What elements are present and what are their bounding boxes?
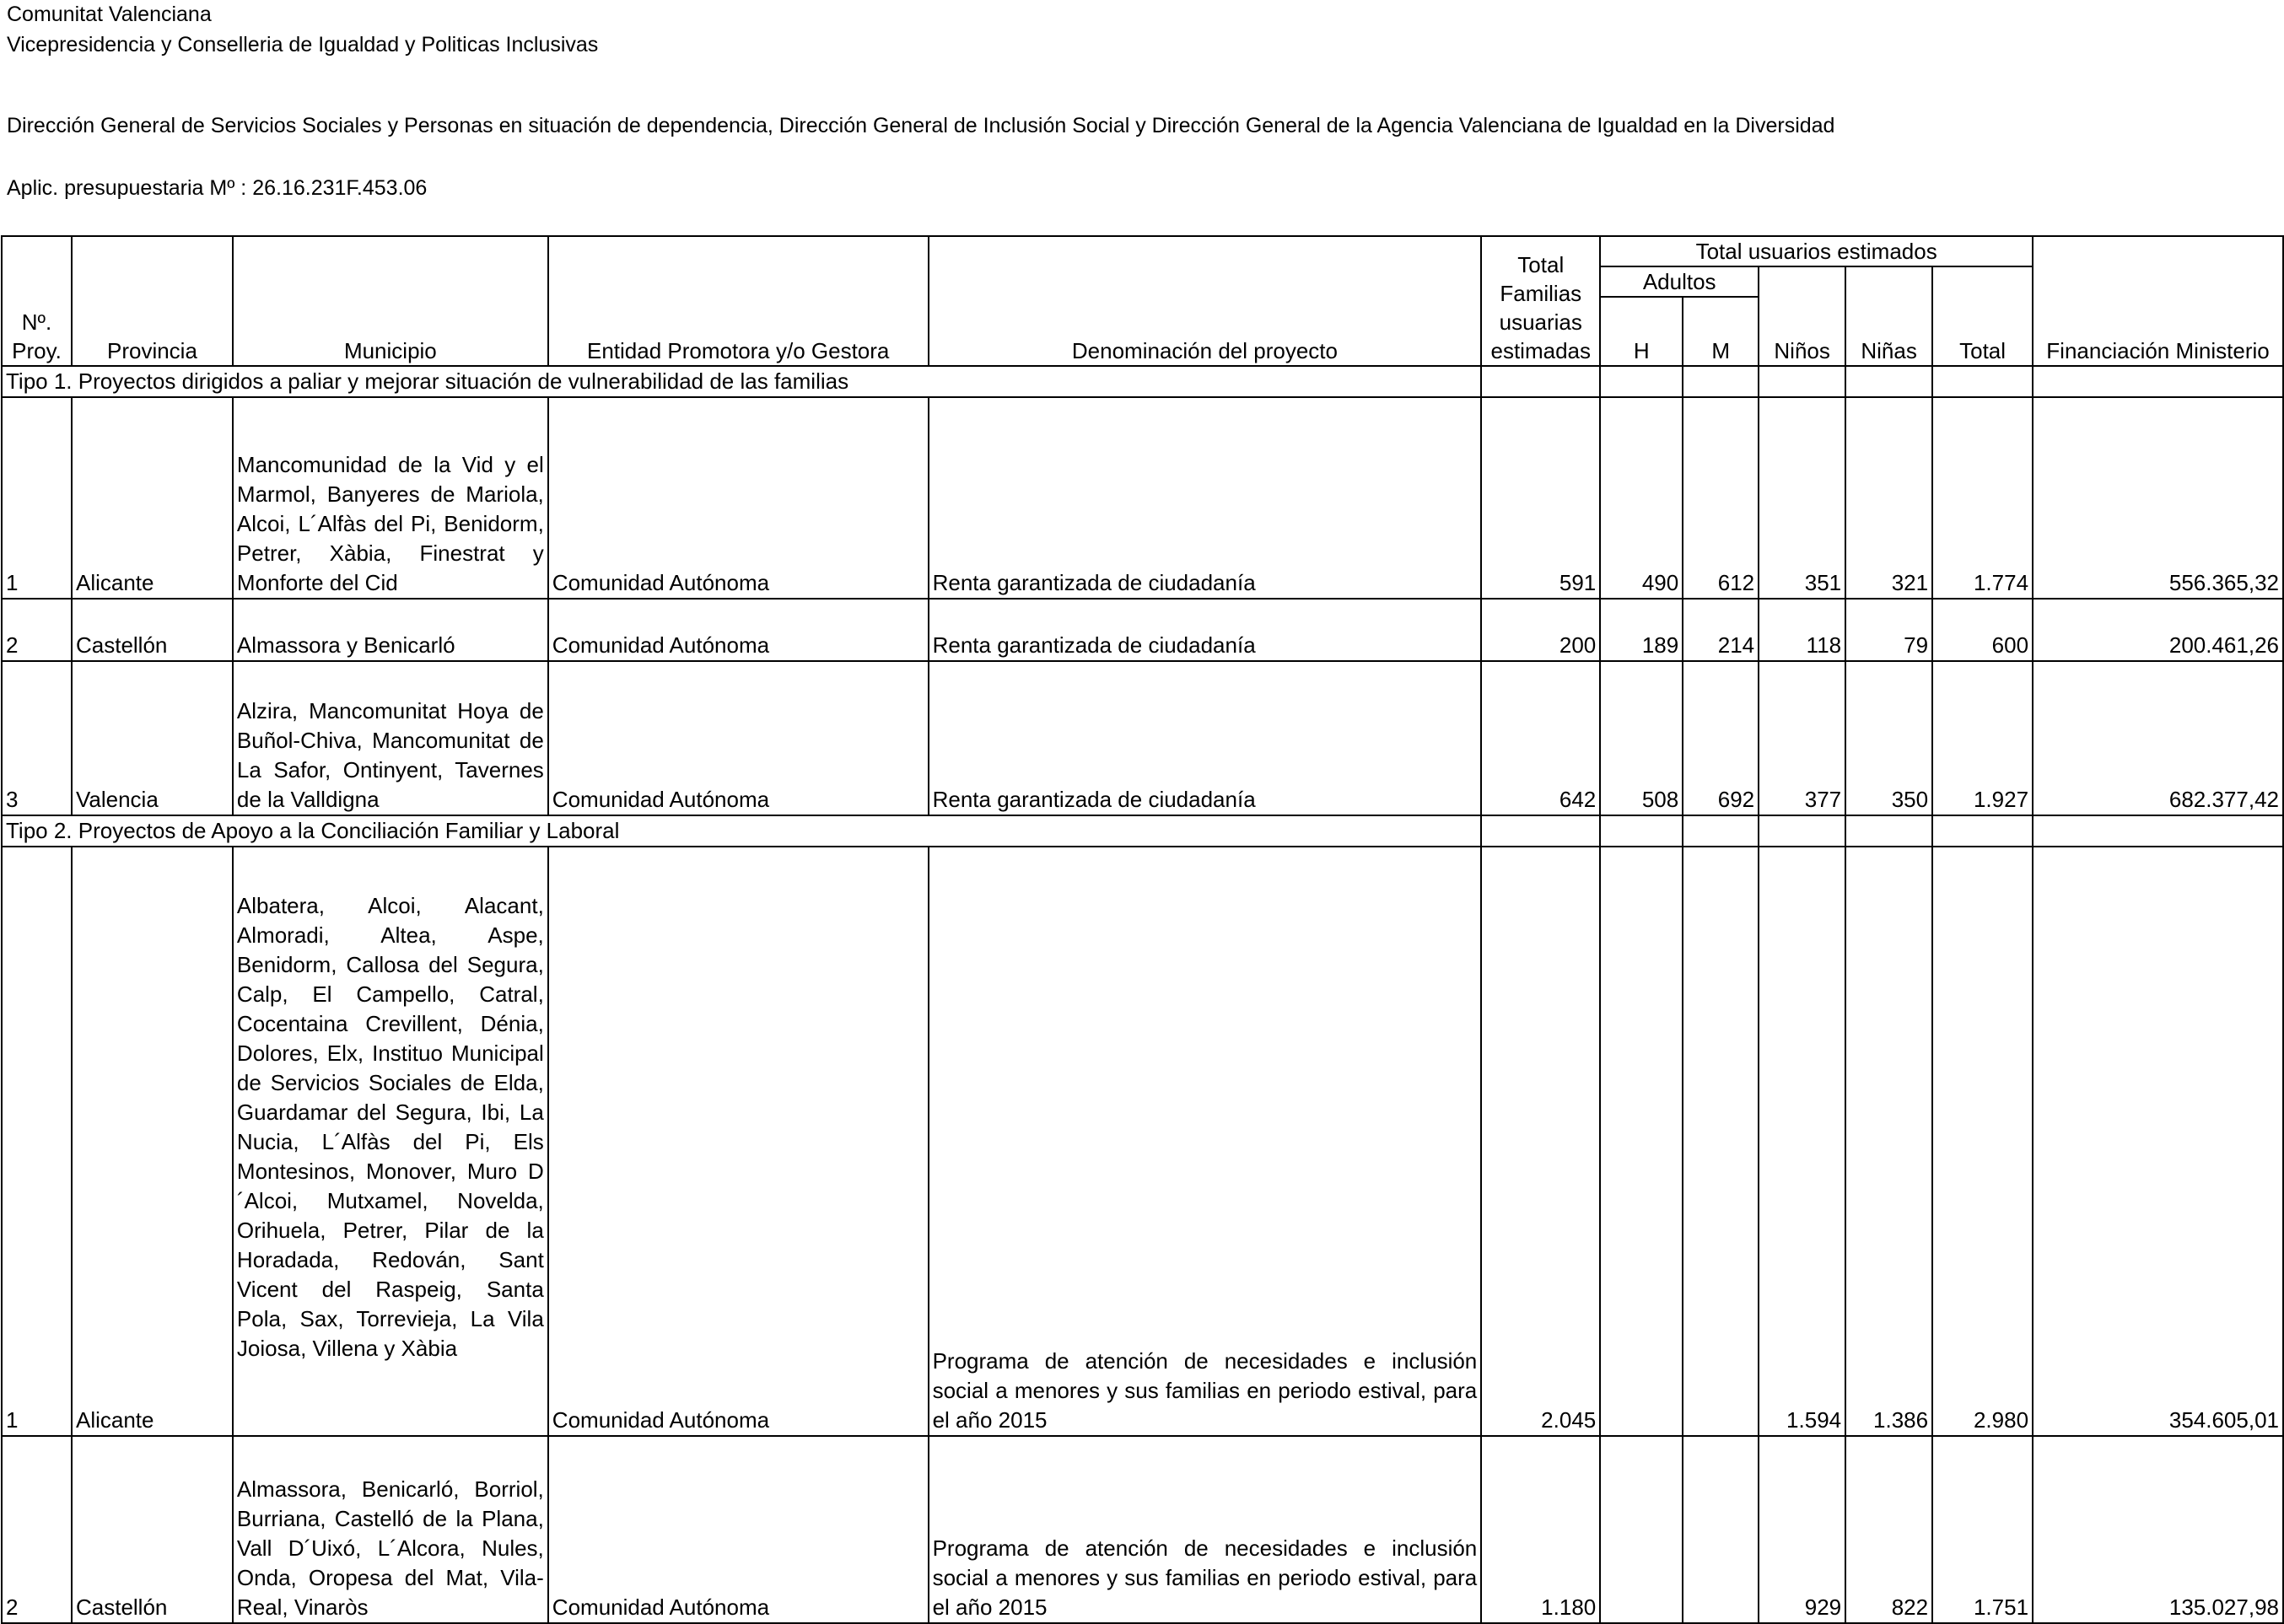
cell-ninas: 79 — [1845, 599, 1932, 661]
cell-provincia: Valencia — [72, 661, 233, 815]
cell-municipio: Mancomunidad de la Vid y el Marmol, Banyeres de Mariola, Alcoi, L´Alfàs del Pi, Benidorm, Petrer, Xàbia, Finestrat y Monforte del Cid — [233, 397, 548, 599]
budget-line: Aplic. presupuestaria Mº : 26.16.231F.453.06 — [7, 176, 428, 200]
cell-total: 2.980 — [1932, 847, 2033, 1436]
cell-financiacion: 354.605,01 — [2033, 847, 2283, 1436]
cell-ninos: 351 — [1759, 397, 1845, 599]
cell-nproy: 2 — [2, 599, 72, 661]
col-header-ninas: Niñas — [1845, 266, 1932, 366]
cell-denominacion: Renta garantizada de ciudadanía — [929, 661, 1482, 815]
cell-financiacion: 556.365,32 — [2033, 397, 2283, 599]
cell-total: 1.751 — [1932, 1436, 2033, 1623]
cell-entidad: Comunidad Autónoma — [548, 599, 929, 661]
cell-provincia: Alicante — [72, 847, 233, 1436]
cell-familias: 1.180 — [1481, 1436, 1600, 1623]
directorates-line: Dirección General de Servicios Sociales y Personas en situación de dependencia, Dirección General de Inclusión Social y Dirección General de la Agencia Valenciana de Igualdad en la Diversidad — [7, 114, 1835, 137]
col-header-total-familias: Total Familias usuarias estimadas — [1481, 236, 1600, 366]
cell-entidad: Comunidad Autónoma — [548, 397, 929, 599]
org-name: Comunitat Valenciana — [7, 3, 212, 26]
cell-familias: 2.045 — [1481, 847, 1600, 1436]
col-header-adultos: Adultos — [1600, 266, 1759, 297]
department-name: Vicepresidencia y Conselleria de Igualdad y Politicas Inclusivas — [7, 33, 599, 56]
cell-m — [1683, 1436, 1759, 1623]
cell-municipio: Almassora y Benicarló — [233, 599, 548, 661]
cell-nproy: 1 — [2, 847, 72, 1436]
cell-ninos: 929 — [1759, 1436, 1845, 1623]
col-header-total: Total — [1932, 266, 2033, 366]
table-row — [2, 847, 2283, 1436]
cell-denominacion: Renta garantizada de ciudadanía — [929, 397, 1482, 599]
table-row — [2, 397, 2283, 599]
cell-financiacion: 200.461,26 — [2033, 599, 2283, 661]
table-row — [2, 599, 2283, 661]
cell-denominacion: Programa de atención de necesidades e inclusión social a menores y sus familias en periodo estival, para el año 2015 — [929, 1436, 1482, 1623]
cell-ninas: 350 — [1845, 661, 1932, 815]
cell-total: 1.927 — [1932, 661, 2033, 815]
cell-total: 1.774 — [1932, 397, 2033, 599]
cell-municipio: Almassora, Benicarló, Borriol, Burriana, Castelló de la Plana, Vall D´Uixó, L´Alcora, Nules, Onda, Oropesa del Mat, Vila-Real, Vinaròs — [233, 1436, 548, 1623]
cell-m: 612 — [1683, 397, 1759, 599]
col-header-entidad: Entidad Promotora y/o Gestora — [548, 236, 929, 366]
cell-ninos: 118 — [1759, 599, 1845, 661]
cell-provincia: Alicante — [72, 397, 233, 599]
table-row — [2, 1436, 2283, 1623]
cell-m: 214 — [1683, 599, 1759, 661]
cell-total: 600 — [1932, 599, 2033, 661]
cell-ninas: 822 — [1845, 1436, 1932, 1623]
col-header-nproy: Nº. Proy. — [2, 236, 72, 366]
cell-denominacion: Renta garantizada de ciudadanía — [929, 599, 1482, 661]
cell-familias: 200 — [1481, 599, 1600, 661]
col-header-financiacion: Financiación Ministerio — [2033, 236, 2283, 366]
col-header-m: M — [1683, 297, 1759, 366]
cell-h — [1600, 847, 1683, 1436]
cell-provincia: Castellón — [72, 599, 233, 661]
col-header-municipio: Municipio — [233, 236, 548, 366]
cell-nproy: 3 — [2, 661, 72, 815]
cell-provincia: Castellón — [72, 1436, 233, 1623]
cell-h — [1600, 1436, 1683, 1623]
cell-entidad: Comunidad Autónoma — [548, 847, 929, 1436]
cell-h: 189 — [1600, 599, 1683, 661]
cell-h: 490 — [1600, 397, 1683, 599]
cell-entidad: Comunidad Autónoma — [548, 1436, 929, 1623]
section-title-tipo2: Tipo 2. Proyectos de Apoyo a la Conciliación Familiar y Laboral — [2, 815, 1481, 847]
cell-denominacion: Programa de atención de necesidades e inclusión social a menores y sus familias en periodo estival, para el año 2015 — [929, 847, 1482, 1436]
cell-nproy: 2 — [2, 1436, 72, 1623]
col-header-total-usuarios: Total usuarios estimados — [1600, 236, 2033, 266]
col-header-ninos: Niños — [1759, 266, 1845, 366]
cell-entidad: Comunidad Autónoma — [548, 661, 929, 815]
cell-financiacion: 682.377,42 — [2033, 661, 2283, 815]
cell-familias: 642 — [1481, 661, 1600, 815]
cell-ninas: 321 — [1845, 397, 1932, 599]
cell-ninos: 377 — [1759, 661, 1845, 815]
col-header-provincia: Provincia — [72, 236, 233, 366]
cell-municipio: Alzira, Mancomunitat Hoya de Buñol-Chiva, Mancomunitat de La Safor, Ontinyent, Tavernes de la Valldigna — [233, 661, 548, 815]
section-title-tipo1: Tipo 1. Proyectos dirigidos a paliar y mejorar situación de vulnerabilidad de las familias — [2, 366, 1481, 397]
cell-h: 508 — [1600, 661, 1683, 815]
cell-m: 692 — [1683, 661, 1759, 815]
col-header-denominacion: Denominación del proyecto — [929, 236, 1482, 366]
projects-table — [1, 235, 2284, 1624]
cell-financiacion: 135.027,98 — [2033, 1436, 2283, 1623]
cell-nproy: 1 — [2, 397, 72, 599]
cell-familias: 591 — [1481, 397, 1600, 599]
cell-ninas: 1.386 — [1845, 847, 1932, 1436]
cell-municipio: Albatera, Alcoi, Alacant, Almoradi, Altea, Aspe, Benidorm, Callosa del Segura, Calp, El Campello, Catral, Cocentaina Crevillent, Dénia, Dolores, Elx, Instituo Municipal de Servicios Sociales de Elda, Guardamar del Segura, Ibi, La Nucia, L´Alfàs del Pi, Els Montesinos, Monover, Muro D´Alcoi, Mutxamel, Novelda, Orihuela, Petrer, Pilar de la Horadada, Redován, Sant Vicent del Raspeig, Santa Pola, Sax, Torrevieja, La Vila Joiosa, Villena y Xàbia — [233, 847, 548, 1436]
cell-m — [1683, 847, 1759, 1436]
col-header-h: H — [1600, 297, 1683, 366]
cell-ninos: 1.594 — [1759, 847, 1845, 1436]
table-row — [2, 661, 2283, 815]
